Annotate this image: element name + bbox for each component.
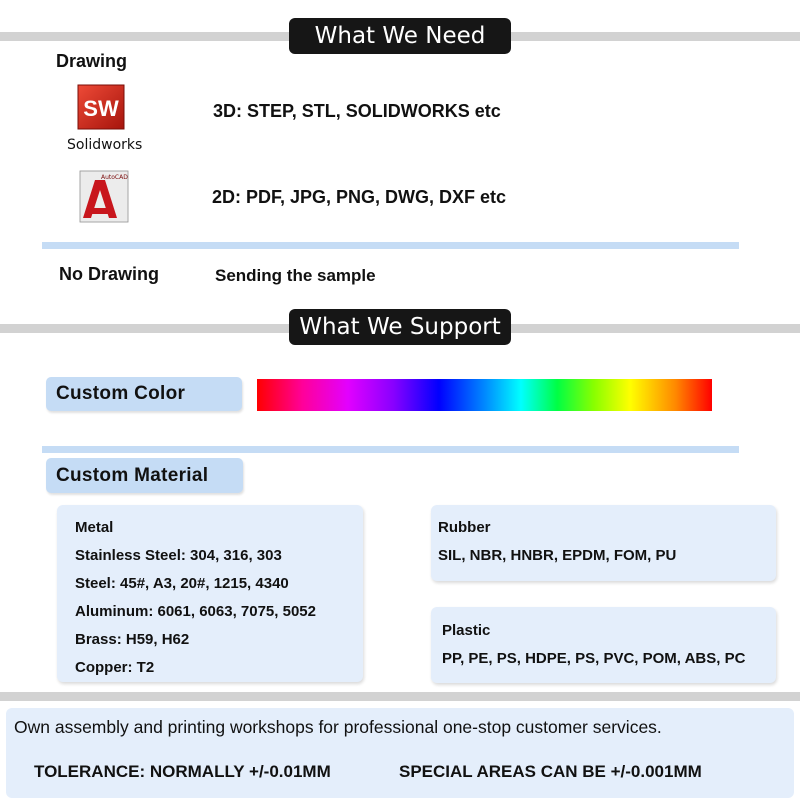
tolerance-text: TOLERANCE: NORMALLY +/-0.01MM xyxy=(34,762,331,781)
support-section-divider xyxy=(42,446,739,453)
plastic-card-title: Plastic xyxy=(442,622,491,639)
rubber-material-card xyxy=(431,505,776,581)
metal-item: Brass: H59, H62 xyxy=(75,631,190,648)
solidworks-logo xyxy=(76,83,128,133)
formats-3d-text: 3D: STEP, STL, SOLIDWORKS etc xyxy=(213,101,501,121)
color-spectrum-bar xyxy=(257,379,712,411)
metal-item: Steel: 45#, A3, 20#, 1215, 4340 xyxy=(75,575,289,592)
plastic-item: PP, PE, PS, HDPE, PS, PVC, POM, ABS, PC xyxy=(442,650,746,667)
autocad-icon xyxy=(79,170,131,224)
metal-item: Aluminum: 6061, 6063, 7075, 5052 xyxy=(75,603,316,620)
special-areas-text: SPECIAL AREAS CAN BE +/-0.001MM xyxy=(399,762,702,781)
rubber-card-title: Rubber xyxy=(438,519,491,536)
bottom-divider-band xyxy=(0,692,800,701)
solidworks-caption: Solidworks xyxy=(67,137,143,153)
solidworks-icon xyxy=(76,83,128,133)
plastic-material-card xyxy=(431,607,776,683)
metal-card-title: Metal xyxy=(75,519,114,536)
services-text: Own assembly and printing workshops for professional one-stop customer services. xyxy=(14,717,662,737)
rubber-item: SIL, NBR, HNBR, EPDM, FOM, PU xyxy=(438,547,677,564)
solidworks-logo-text: SW xyxy=(83,96,119,121)
autocad-logo xyxy=(79,170,131,224)
custom-material-label: Custom Material xyxy=(46,458,243,493)
footer-panel xyxy=(6,708,794,798)
metal-item: Stainless Steel: 304, 316, 303 xyxy=(75,547,282,564)
metal-item: Copper: T2 xyxy=(75,659,155,676)
autocad-logo-text: AutoCAD xyxy=(101,174,128,181)
drawing-heading: Drawing xyxy=(56,51,128,71)
what-we-support-title: What We Support xyxy=(289,309,511,345)
metal-material-card xyxy=(57,505,363,682)
custom-color-label: Custom Color xyxy=(46,377,242,411)
no-drawing-heading: No Drawing xyxy=(59,264,160,284)
what-we-need-title: What We Need xyxy=(289,18,511,54)
formats-2d-text: 2D: PDF, JPG, PNG, DWG, DXF etc xyxy=(212,187,507,207)
need-section-divider xyxy=(42,242,739,249)
no-drawing-text: Sending the sample xyxy=(215,266,376,285)
